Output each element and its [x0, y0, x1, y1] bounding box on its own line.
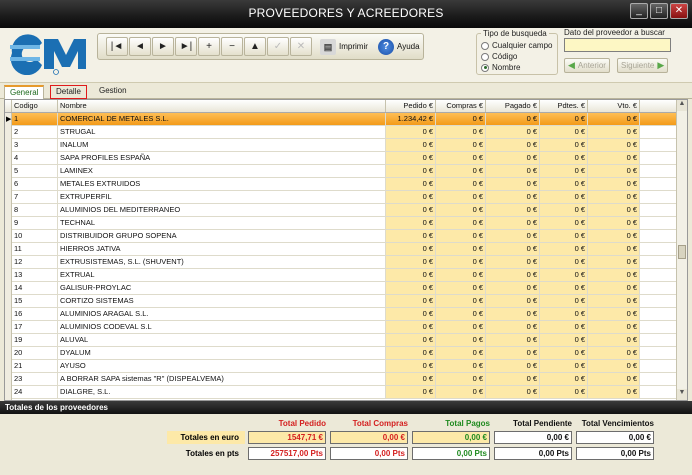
- cell-vto: 0 €: [588, 139, 640, 151]
- cell-nombre: SAPA PROFILES ESPAÑA: [58, 152, 386, 164]
- cell-compras: 0 €: [436, 152, 486, 164]
- cell-nombre: GALISUR-PROYLAC: [58, 282, 386, 294]
- table-row[interactable]: [12, 217, 677, 230]
- cell-pdtes: 0 €: [540, 386, 588, 398]
- column-header-nombre[interactable]: Nombre: [58, 100, 386, 112]
- cell-pagado: 0 €: [486, 152, 540, 164]
- add-record-button[interactable]: +: [198, 37, 220, 56]
- search-label: Dato del proveedor a buscar: [564, 28, 665, 37]
- tab-strip: [0, 83, 692, 99]
- cell-codigo: 24: [12, 386, 58, 398]
- suppliers-grid: [4, 99, 688, 401]
- header-corner: [5, 100, 12, 112]
- tab-gestion[interactable]: Gestion: [99, 86, 127, 95]
- cell-pdtes: 0 €: [540, 308, 588, 320]
- column-header-pedido[interactable]: Pedido €: [386, 100, 436, 112]
- table-row[interactable]: [12, 191, 677, 204]
- cell-codigo: 6: [12, 178, 58, 190]
- cell-compras: 0 €: [436, 282, 486, 294]
- column-header-pdtes[interactable]: Pdtes. €: [540, 100, 588, 112]
- table-row[interactable]: [12, 282, 677, 295]
- cell-pdtes: 0 €: [540, 126, 588, 138]
- cell-codigo: 5: [12, 165, 58, 177]
- help-button[interactable]: [378, 37, 420, 56]
- total-compras-pts: 0,00 Pts: [330, 447, 408, 460]
- cell-pagado: 0 €: [486, 191, 540, 203]
- search-type-group: [476, 29, 558, 75]
- table-row[interactable]: [12, 204, 677, 217]
- cell-vto: 0 €: [588, 386, 640, 398]
- minimize-button[interactable]: _: [630, 3, 648, 19]
- table-row[interactable]: [12, 126, 677, 139]
- table-row[interactable]: [12, 386, 677, 399]
- cell-nombre: COMERCIAL DE METALES S.L.: [58, 113, 386, 125]
- table-row[interactable]: [12, 256, 677, 269]
- cell-pagado: 0 €: [486, 269, 540, 281]
- cell-nombre: METALES EXTRUIDOS: [58, 178, 386, 190]
- cell-pedido: 0 €: [386, 230, 436, 242]
- radio-dot: [481, 42, 489, 50]
- table-row[interactable]: [12, 113, 677, 126]
- table-row[interactable]: [12, 165, 677, 178]
- cell-codigo: 23: [12, 373, 58, 385]
- total-pedido-euro: 1547,71 €: [248, 431, 326, 444]
- cell-compras: 0 €: [436, 204, 486, 216]
- total-compras-header: Total Compras: [352, 419, 408, 428]
- total-pendiente-pts: 0,00 Pts: [494, 447, 572, 460]
- close-button[interactable]: ✕: [670, 3, 688, 19]
- arrow-right-icon: ▶: [657, 60, 665, 70]
- cell-pagado: 0 €: [486, 360, 540, 372]
- cell-vto: 0 €: [588, 191, 640, 203]
- cell-nombre: EXTRUSISTEMAS, S.L. (SHUVENT): [58, 256, 386, 268]
- cell-pedido: 0 €: [386, 360, 436, 372]
- cell-compras: 0 €: [436, 230, 486, 242]
- cell-compras: 0 €: [436, 295, 486, 307]
- table-row[interactable]: [12, 178, 677, 191]
- cell-vto: 0 €: [588, 360, 640, 372]
- cell-pagado: 0 €: [486, 126, 540, 138]
- cell-pedido: 0 €: [386, 256, 436, 268]
- search-type-legend: Tipo de busqueda: [483, 29, 547, 38]
- cell-vto: 0 €: [588, 152, 640, 164]
- title-bar: [0, 0, 692, 28]
- cell-pedido: 0 €: [386, 178, 436, 190]
- table-row[interactable]: [12, 295, 677, 308]
- column-header-vto[interactable]: Vto. €: [588, 100, 640, 112]
- cell-vto: 0 €: [588, 204, 640, 216]
- cell-pedido: 0 €: [386, 386, 436, 398]
- cell-pagado: 0 €: [486, 386, 540, 398]
- total-vencimientos-pts: 0,00 Pts: [576, 447, 654, 460]
- cell-nombre: TECHNAL: [58, 217, 386, 229]
- scroll-up-icon[interactable]: ▲: [677, 100, 687, 111]
- cell-nombre: ALUVAL: [58, 334, 386, 346]
- cell-vto: 0 €: [588, 269, 640, 281]
- cell-pagado: 0 €: [486, 139, 540, 151]
- cell-compras: 0 €: [436, 269, 486, 281]
- cell-pedido: 0 €: [386, 321, 436, 333]
- arrow-left-icon: ◀: [568, 60, 575, 70]
- cell-nombre: ALUMINIOS ARAGAL S.L.: [58, 308, 386, 320]
- search-input[interactable]: [564, 38, 671, 52]
- cell-pdtes: 0 €: [540, 243, 588, 255]
- total-compras-euro: 0,00 €: [330, 431, 408, 444]
- total-pendiente-header: Total Pendiente: [513, 419, 572, 428]
- cell-nombre: EXTRUPERFIL: [58, 191, 386, 203]
- cell-pedido: 0 €: [386, 347, 436, 359]
- cell-pedido: 0 €: [386, 295, 436, 307]
- cell-codigo: 20: [12, 347, 58, 359]
- cell-pdtes: 0 €: [540, 256, 588, 268]
- cell-codigo: 9: [12, 217, 58, 229]
- printer-icon: ▤: [320, 39, 336, 55]
- total-vencimientos-header: Total Vencimientos: [581, 419, 654, 428]
- cell-pagado: 0 €: [486, 282, 540, 294]
- cell-codigo: 12: [12, 256, 58, 268]
- total-vencimientos-euro: 0,00 €: [576, 431, 654, 444]
- cell-codigo: 19: [12, 334, 58, 346]
- window-title: PROVEEDORES Y ACREEDORES: [248, 6, 444, 20]
- scroll-thumb[interactable]: [678, 245, 686, 259]
- total-pagos-euro: 0,00 €: [412, 431, 490, 444]
- cell-compras: 0 €: [436, 243, 486, 255]
- cell-pedido: 0 €: [386, 269, 436, 281]
- cell-pagado: 0 €: [486, 113, 540, 125]
- total-pedido-header: Total Pedido: [278, 419, 326, 428]
- radio-code[interactable]: Código: [481, 51, 553, 62]
- maximize-button[interactable]: □: [650, 3, 668, 19]
- totals-bar-title: Totales de los proveedores: [0, 401, 692, 414]
- cell-vto: 0 €: [588, 373, 640, 385]
- cell-compras: 0 €: [436, 256, 486, 268]
- table-row[interactable]: [12, 347, 677, 360]
- cell-pagado: 0 €: [486, 321, 540, 333]
- cell-pdtes: 0 €: [540, 230, 588, 242]
- total-pendiente-euro: 0,00 €: [494, 431, 572, 444]
- cell-codigo: 17: [12, 321, 58, 333]
- cell-codigo: 10: [12, 230, 58, 242]
- cell-pdtes: 0 €: [540, 113, 588, 125]
- cell-compras: 0 €: [436, 321, 486, 333]
- cell-nombre: DISTRIBUIDOR GRUPO SOPENA: [58, 230, 386, 242]
- current-row-indicator-icon: ▶: [6, 116, 12, 123]
- cell-compras: 0 €: [436, 126, 486, 138]
- cell-vto: 0 €: [588, 165, 640, 177]
- cell-pdtes: 0 €: [540, 347, 588, 359]
- cell-pagado: 0 €: [486, 243, 540, 255]
- cell-codigo: 8: [12, 204, 58, 216]
- cell-codigo: 2: [12, 126, 58, 138]
- cell-pedido: 0 €: [386, 152, 436, 164]
- cell-compras: 0 €: [436, 347, 486, 359]
- cell-pdtes: 0 €: [540, 204, 588, 216]
- cell-vto: 0 €: [588, 282, 640, 294]
- grid-vertical-scrollbar[interactable]: [676, 100, 687, 400]
- cell-nombre: A BORRAR SAPA sistemas "R" (DISPEALVEMA): [58, 373, 386, 385]
- total-pedido-pts: 257517,00 Pts: [248, 447, 326, 460]
- cell-pedido: 0 €: [386, 191, 436, 203]
- cell-compras: 0 €: [436, 165, 486, 177]
- cell-vto: 0 €: [588, 243, 640, 255]
- cell-vto: 0 €: [588, 217, 640, 229]
- cell-pagado: 0 €: [486, 347, 540, 359]
- cell-codigo: 7: [12, 191, 58, 203]
- cell-codigo: 13: [12, 269, 58, 281]
- cell-pedido: 0 €: [386, 204, 436, 216]
- cell-pagado: 0 €: [486, 165, 540, 177]
- cell-compras: 0 €: [436, 178, 486, 190]
- cell-codigo: 14: [12, 282, 58, 294]
- column-header-pagado[interactable]: Pagado €: [486, 100, 540, 112]
- cell-vto: 0 €: [588, 334, 640, 346]
- top-panel: [0, 28, 692, 83]
- totals-euro-label: Totales en euro: [167, 431, 245, 444]
- cell-pagado: 0 €: [486, 334, 540, 346]
- cell-pdtes: 0 €: [540, 295, 588, 307]
- cell-pdtes: 0 €: [540, 152, 588, 164]
- cell-pdtes: 0 €: [540, 165, 588, 177]
- cell-pdtes: 0 €: [540, 178, 588, 190]
- cell-pedido: 0 €: [386, 334, 436, 346]
- column-header-codigo[interactable]: Codigo: [12, 100, 58, 112]
- cell-nombre: ALUMINIOS DEL MEDITERRANEO: [58, 204, 386, 216]
- cell-pedido: 0 €: [386, 282, 436, 294]
- cell-compras: 0 €: [436, 334, 486, 346]
- cell-pdtes: 0 €: [540, 373, 588, 385]
- cell-compras: 0 €: [436, 191, 486, 203]
- cell-pedido: 1.234,42 €: [386, 113, 436, 125]
- radio-dot-selected: [481, 64, 489, 72]
- cell-vto: 0 €: [588, 347, 640, 359]
- cell-pdtes: 0 €: [540, 334, 588, 346]
- cell-nombre: DIALGRE, S.L.: [58, 386, 386, 398]
- company-logo: [8, 31, 90, 75]
- cell-pagado: 0 €: [486, 230, 540, 242]
- cell-compras: 0 €: [436, 217, 486, 229]
- radio-dot: [481, 53, 489, 61]
- cell-compras: 0 €: [436, 308, 486, 320]
- cell-compras: 0 €: [436, 139, 486, 151]
- cell-pdtes: 0 €: [540, 360, 588, 372]
- cell-pedido: 0 €: [386, 139, 436, 151]
- prev-record-button[interactable]: ◄: [129, 37, 151, 56]
- cell-vto: 0 €: [588, 126, 640, 138]
- table-row[interactable]: [12, 321, 677, 334]
- tab-detalle[interactable]: Detalle: [50, 85, 87, 99]
- cell-nombre: STRUGAL: [58, 126, 386, 138]
- total-pagos-header: Total Pagos: [445, 419, 490, 428]
- cell-pdtes: 0 €: [540, 282, 588, 294]
- cell-nombre: DYALUM: [58, 347, 386, 359]
- radio-any-field[interactable]: Cualquier campo: [481, 40, 553, 51]
- cell-nombre: LAMINEX: [58, 165, 386, 177]
- cell-pagado: 0 €: [486, 204, 540, 216]
- cell-pagado: 0 €: [486, 256, 540, 268]
- help-icon: ?: [378, 39, 394, 55]
- column-header-compras[interactable]: Compras €: [436, 100, 486, 112]
- last-record-button[interactable]: ►|: [175, 37, 197, 56]
- cell-compras: 0 €: [436, 373, 486, 385]
- cell-codigo: 4: [12, 152, 58, 164]
- row-selector-column: [5, 113, 12, 401]
- next-record-button[interactable]: ►: [152, 37, 174, 56]
- cancel-button[interactable]: ✕: [290, 37, 312, 56]
- cell-pagado: 0 €: [486, 308, 540, 320]
- cell-vto: 0 €: [588, 256, 640, 268]
- cell-vto: 0 €: [588, 230, 640, 242]
- cell-nombre: AYUSO: [58, 360, 386, 372]
- cell-codigo: 21: [12, 360, 58, 372]
- cell-nombre: HIERROS JATIVA: [58, 243, 386, 255]
- cell-pdtes: 0 €: [540, 321, 588, 333]
- table-row[interactable]: [12, 152, 677, 165]
- next-label: Siguiente: [621, 61, 655, 70]
- print-button[interactable]: [320, 37, 368, 56]
- cell-codigo: 16: [12, 308, 58, 320]
- cell-compras: 0 €: [436, 386, 486, 398]
- cell-compras: 0 €: [436, 360, 486, 372]
- table-row[interactable]: [12, 308, 677, 321]
- previous-label: Anterior: [577, 61, 606, 70]
- edit-record-button[interactable]: ▲: [244, 37, 266, 56]
- cell-nombre: EXTRUAL: [58, 269, 386, 281]
- cell-pdtes: 0 €: [540, 217, 588, 229]
- cell-pedido: 0 €: [386, 308, 436, 320]
- cell-vto: 0 €: [588, 113, 640, 125]
- cell-pdtes: 0 €: [540, 139, 588, 151]
- radio-name[interactable]: Nombre: [481, 62, 553, 73]
- previous-match-button[interactable]: [564, 58, 610, 73]
- table-row[interactable]: [12, 139, 677, 152]
- cell-codigo: 15: [12, 295, 58, 307]
- cell-pdtes: 0 €: [540, 269, 588, 281]
- next-match-button[interactable]: [617, 58, 668, 73]
- cell-pagado: 0 €: [486, 373, 540, 385]
- table-row[interactable]: [12, 269, 677, 282]
- confirm-button[interactable]: ✓: [267, 37, 289, 56]
- cell-nombre: ALUMINIOS CODEVAL S.L: [58, 321, 386, 333]
- print-label: Imprimir: [339, 42, 368, 51]
- cell-pedido: 0 €: [386, 217, 436, 229]
- help-label: Ayuda: [397, 42, 420, 51]
- table-row[interactable]: [12, 334, 677, 347]
- first-record-button[interactable]: |◄: [106, 37, 128, 56]
- table-row[interactable]: [12, 373, 677, 386]
- scroll-down-icon[interactable]: ▼: [677, 389, 687, 400]
- cell-vto: 0 €: [588, 308, 640, 320]
- grid-header: [5, 100, 677, 113]
- cell-nombre: INALUM: [58, 139, 386, 151]
- cell-pagado: 0 €: [486, 178, 540, 190]
- grid-body: [12, 113, 677, 399]
- cell-compras: 0 €: [436, 113, 486, 125]
- cell-vto: 0 €: [588, 178, 640, 190]
- cell-pdtes: 0 €: [540, 191, 588, 203]
- cell-pagado: 0 €: [486, 217, 540, 229]
- cell-codigo: 1: [12, 113, 58, 125]
- cell-vto: 0 €: [588, 295, 640, 307]
- cell-pedido: 0 €: [386, 373, 436, 385]
- totals-pts-label: Totales en pts: [185, 449, 239, 458]
- cell-pedido: 0 €: [386, 165, 436, 177]
- cell-pedido: 0 €: [386, 126, 436, 138]
- cell-vto: 0 €: [588, 321, 640, 333]
- table-row[interactable]: [12, 360, 677, 373]
- record-toolbar: [97, 33, 424, 60]
- cell-codigo: 11: [12, 243, 58, 255]
- cell-codigo: 3: [12, 139, 58, 151]
- table-row[interactable]: [12, 230, 677, 243]
- table-row[interactable]: [12, 243, 677, 256]
- totals-panel: [0, 414, 692, 475]
- total-pagos-pts: 0,00 Pts: [412, 447, 490, 460]
- tab-general[interactable]: General: [4, 85, 44, 99]
- cell-pagado: 0 €: [486, 295, 540, 307]
- cell-nombre: CORTIZO SISTEMAS: [58, 295, 386, 307]
- delete-record-button[interactable]: −: [221, 37, 243, 56]
- cell-pedido: 0 €: [386, 243, 436, 255]
